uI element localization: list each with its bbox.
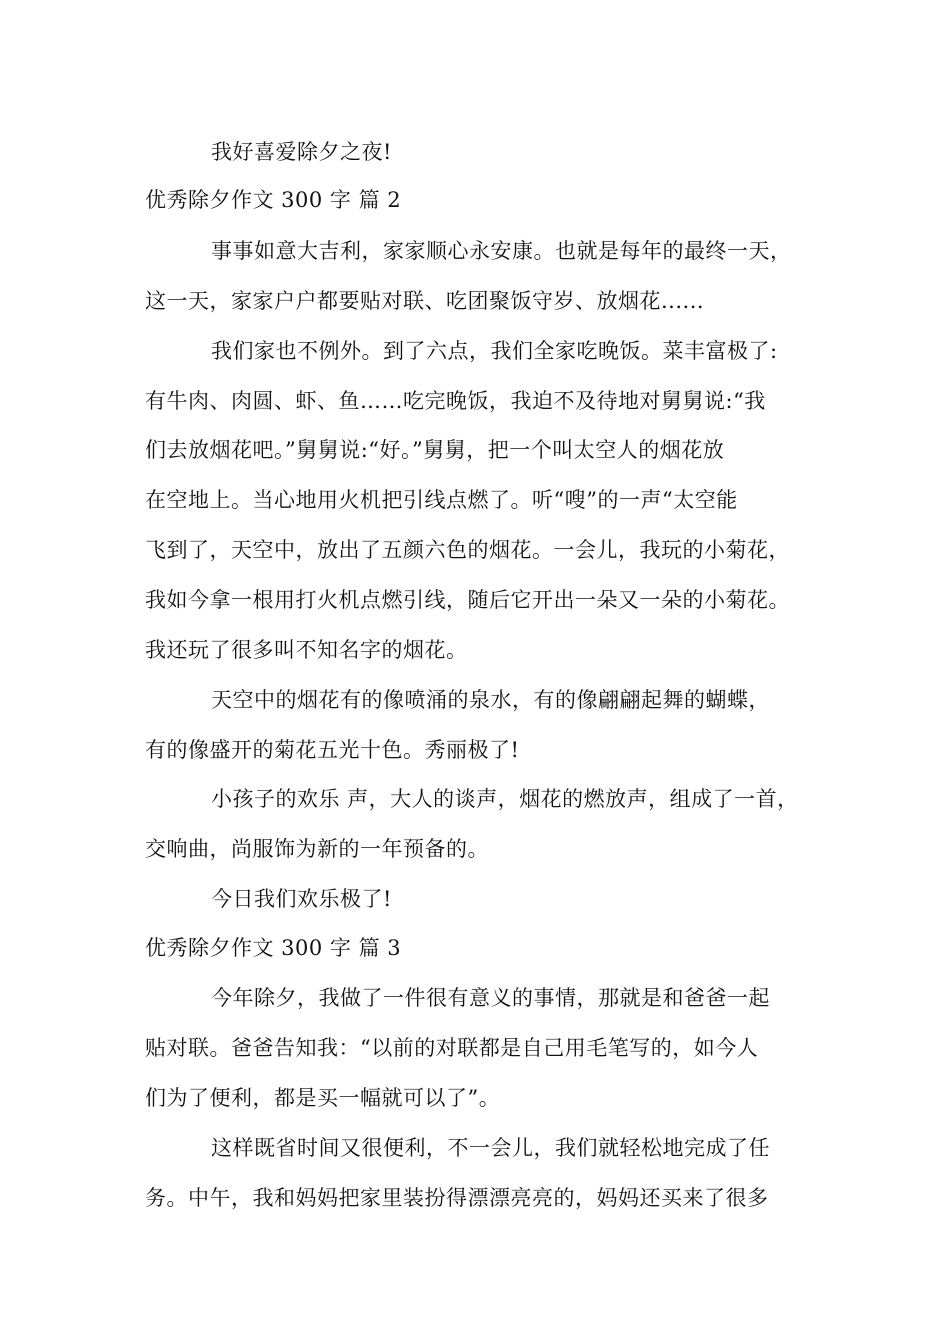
section-heading: 优秀除夕作文 300 字 篇 2 xyxy=(145,188,402,212)
paragraph-line: 贴对联。爸爸告知我：“以前的对联都是自己用毛笔写的，如今人 xyxy=(145,1036,759,1060)
paragraph-line: 事事如意大吉利，家家顺心永安康。也就是每年的最终一天， xyxy=(211,239,792,263)
paragraph-line: 今日我们欢乐极了! xyxy=(211,887,392,911)
paragraph-line: 交响曲，尚服饰为新的一年预备的。 xyxy=(145,837,489,861)
paragraph-line: 这样既省时间又很便利，不一会儿，我们就轻松地完成了任 xyxy=(211,1136,770,1160)
paragraph-line: 务。中午，我和妈妈把家里装扮得漂漂亮亮的，妈妈还买来了很多 xyxy=(145,1186,769,1210)
paragraph-line: 我如今拿一根用打火机点燃引线，随后它开出一朵又一朵的小菊花。 xyxy=(145,588,790,612)
paragraph-line: 这一天，家家户户都要贴对联、吃团聚饭守岁、放烟花...... xyxy=(145,289,705,313)
paragraph-line: 们去放烟花吧。”舅舅说:“好。”舅舅，把一个叫太空人的烟花放 xyxy=(145,438,725,462)
paragraph-line: 飞到了，天空中，放出了五颜六色的烟花。一会儿，我玩的小菊花， xyxy=(145,538,790,562)
paragraph-line: 在空地上。当心地用火机把引线点燃了。听“嗖”的一声“太空能 xyxy=(145,488,738,512)
paragraph-line: 我还玩了很多叫不知名字的烟花。 xyxy=(145,638,468,662)
paragraph-line: 小孩子的欢乐 声，大人的谈声，烟花的燃放声，组成了一首， xyxy=(211,787,799,811)
paragraph-line: 我好喜爱除夕之夜! xyxy=(211,140,392,164)
paragraph-line: 今年除夕，我做了一件很有意义的事情，那就是和爸爸一起 xyxy=(211,986,770,1010)
section-heading: 优秀除夕作文 300 字 篇 3 xyxy=(145,936,402,960)
paragraph-line: 我们家也不例外。到了六点，我们全家吃晚饭。菜丰富极了: xyxy=(211,339,778,363)
paragraph-line: 有牛肉、肉圆、虾、鱼……吃完晚饭，我迫不及待地对舅舅说:“我 xyxy=(145,389,766,413)
paragraph-line: 有的像盛开的菊花五光十色。秀丽极了! xyxy=(145,738,520,762)
paragraph-line: 天空中的烟花有的像喷涌的泉水，有的像翩翩起舞的蝴蝶， xyxy=(211,688,770,712)
paragraph-line: 们为了便利，都是买一幅就可以了”。 xyxy=(145,1086,501,1110)
